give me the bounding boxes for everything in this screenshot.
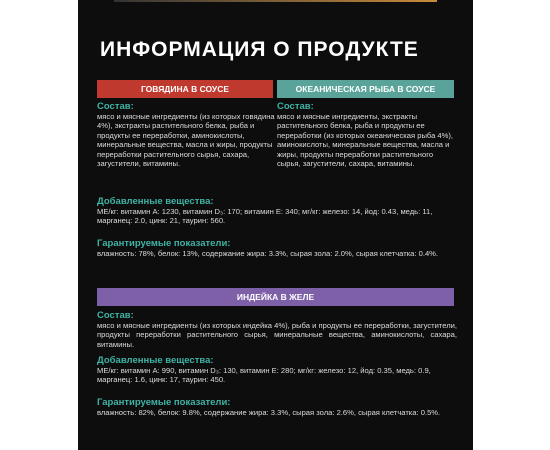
turkey-composition [97, 310, 457, 349]
fish-variant-header: ОКЕАНИЧЕСКАЯ РЫБА В СОУСЕ [277, 80, 454, 98]
shared-additives [97, 196, 457, 226]
product-info-panel [78, 0, 473, 450]
turkey-additives-heading: Добавленные вещества: [97, 355, 214, 366]
fish-composition [277, 101, 455, 168]
page-title: ИНФОРМАЦИЯ О ПРОДУКТЕ [100, 38, 419, 61]
turkey-guaranteed [97, 397, 457, 417]
shared-guaranteed [97, 238, 457, 258]
fish-composition-text: мясо и мясные ингредиенты, экстракты растительного белка, рыба и продукты ее переработки (из которых океаническая рыба 4%), аминокислоты, минеральные вещества, масла и жиры, продукты переработки растительного сырья, загустители, сахара, витамины. [277, 112, 454, 169]
beef-composition-text: мясо и мясные ингредиенты (из которых говядина 4%), экстракты растительного белка, рыба и продукты ее переработки, аминокислоты, минеральные вещества, масла и жиры, продукты переработки растительного сырья, сахара, загустители, витамины. [97, 112, 275, 169]
beef-variant-header: ГОВЯДИНА В СОУСЕ [97, 80, 273, 98]
beef-composition [97, 101, 275, 168]
shared-guaranteed-text: влажность: 78%, белок: 13%, содержание жира: 3.3%, сырая зола: 2.0%, сырая клетчатка: 0.4%. [97, 249, 439, 258]
top-divider [114, 0, 437, 2]
turkey-composition-heading: Состав: [97, 310, 134, 321]
shared-additives-text: МЕ/кг: витамин A: 1230, витамин D₃: 170; витамин E: 340; мг/кг: железо: 14, йод: 0.43, медь: 11, марганец: 2.0, цинк: 21, таурин: 560. [97, 207, 433, 226]
turkey-composition-text: мясо и мясные ингредиенты (из которых индейка 4%), рыба и продукты ее переработки, загустители, продукты переработки растительного сырья, минеральные вещества, аминокислоты, сахара, витамины. [97, 321, 457, 349]
beef-composition-heading: Состав: [97, 101, 134, 112]
turkey-variant-header: ИНДЕЙКА В ЖЕЛЕ [97, 288, 454, 306]
turkey-additives [97, 355, 457, 385]
turkey-guaranteed-text: влажность: 82%, белок: 9.8%, содержание жира: 3.3%, сырая зола: 2.6%, сырая клетчатка: 0.5%. [97, 408, 441, 417]
turkey-additives-text: МЕ/кг: витамин A: 990, витамин D₃: 130, витамин E: 280; мг/кг: железо: 12, йод: 0.35, медь: 0.9, марганец: 1.6, цинк: 17, таурин: 450. [97, 366, 431, 385]
shared-guaranteed-heading: Гарантируемые показатели: [97, 238, 231, 249]
turkey-guaranteed-heading: Гарантируемые показатели: [97, 397, 231, 408]
fish-composition-heading: Состав: [277, 101, 314, 112]
shared-additives-heading: Добавленные вещества: [97, 196, 214, 207]
